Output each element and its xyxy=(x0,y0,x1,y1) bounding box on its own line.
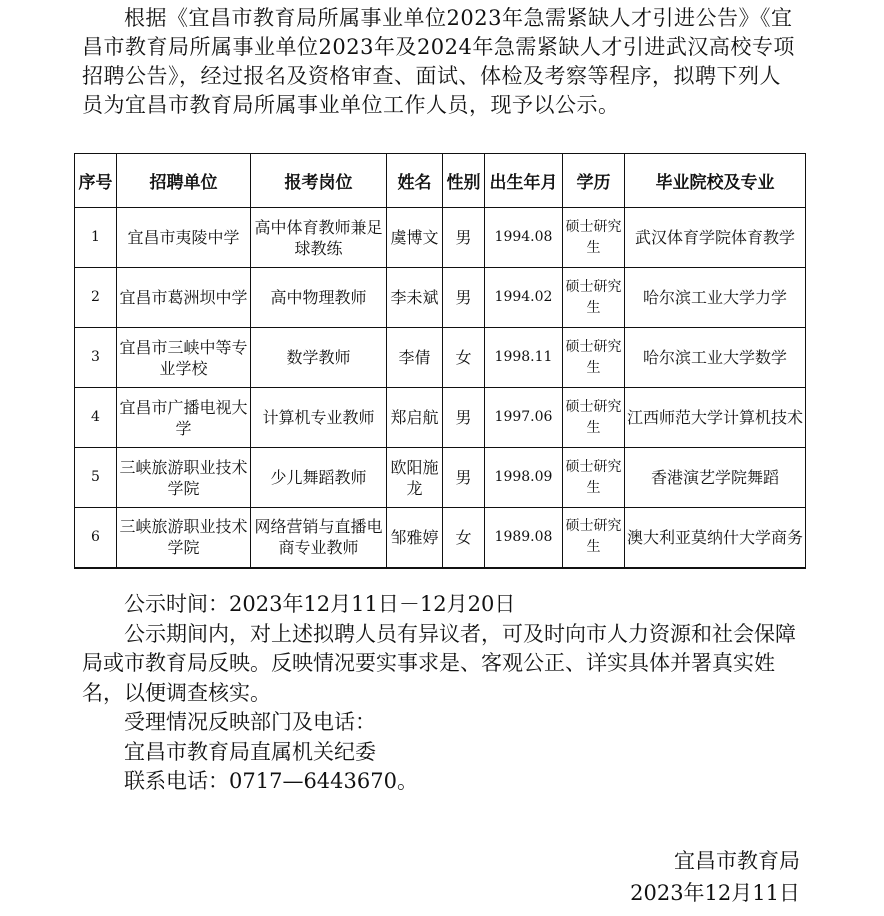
school-and-major: 哈尔滨工业大学数学 xyxy=(625,328,806,388)
school-and-major: 武汉体育学院体育教学 xyxy=(625,208,806,268)
header-cell: 性别 xyxy=(443,154,485,208)
table-row xyxy=(75,208,806,268)
school-and-major: 江西师范大学计算机技术 xyxy=(625,388,806,448)
school-and-major: 澳大利亚莫纳什大学商务 xyxy=(625,508,806,568)
issue-date: 2023年12月11日 xyxy=(630,881,800,905)
candidate-name: 李未斌 xyxy=(387,268,443,328)
header-cell: 出生年月 xyxy=(485,154,563,208)
education: 硕士研究生 xyxy=(563,388,625,448)
candidate-name: 李倩 xyxy=(387,328,443,388)
row-number: 2 xyxy=(75,268,117,328)
education: 硕士研究生 xyxy=(563,508,625,568)
applied-post: 数学教师 xyxy=(251,328,387,388)
candidate-name: 邹雅婷 xyxy=(387,508,443,568)
row-number: 5 xyxy=(75,448,117,508)
applied-post: 计算机专业教师 xyxy=(251,388,387,448)
header-cell: 毕业院校及专业 xyxy=(625,154,806,208)
gender: 男 xyxy=(443,268,485,328)
applied-post: 网络营销与直播电商专业教师 xyxy=(251,508,387,568)
header-cell: 序号 xyxy=(75,154,117,208)
gender: 男 xyxy=(443,208,485,268)
education: 硕士研究生 xyxy=(563,328,625,388)
row-number: 1 xyxy=(75,208,117,268)
birth-date: 1997.06 xyxy=(485,388,563,448)
intro-paragraph: 根据《宜昌市教育局所属事业单位2023年急需紧缺人才引进公告》《宜昌市教育局所属事业单位2023年及2024年急需紧缺人才引进武汉高校专项招聘公告》，经过报名及资格审查、面试、体检及考察等程序，拟聘下列人员为宜昌市教育局所属事业单位工作人员，现予以公示。 xyxy=(82,6,795,117)
objection-paragraph: 公示期间内，对上述拟聘人员有异议者，可及时向市人力资源和社会保障局或市教育局反映。反映情况要实事求是、客观公正、详实具体并署真实姓名，以便调查核实。 xyxy=(82,621,796,705)
hiring-unit: 宜昌市三峡中等专业学校 xyxy=(117,328,251,388)
notice-section xyxy=(82,590,802,797)
header-cell: 报考岗位 xyxy=(251,154,387,208)
issuing-organization: 宜昌市教育局 xyxy=(674,849,800,873)
publicity-period: 公示时间：2023年12月11日－12月20日 xyxy=(124,592,516,616)
header-cell: 招聘单位 xyxy=(117,154,251,208)
birth-date: 1998.09 xyxy=(485,448,563,508)
birth-date: 1989.08 xyxy=(485,508,563,568)
header-cell: 学历 xyxy=(563,154,625,208)
birth-date: 1998.11 xyxy=(485,328,563,388)
applied-post: 高中体育教师兼足球教练 xyxy=(251,208,387,268)
school-and-major: 哈尔滨工业大学力学 xyxy=(625,268,806,328)
applied-post: 高中物理教师 xyxy=(251,268,387,328)
applied-post: 少儿舞蹈教师 xyxy=(251,448,387,508)
table-row xyxy=(75,448,806,508)
table-header-row xyxy=(75,154,806,208)
hiring-unit: 宜昌市葛洲坝中学 xyxy=(117,268,251,328)
gender: 女 xyxy=(443,508,485,568)
header-cell: 姓名 xyxy=(387,154,443,208)
hiring-unit: 宜昌市广播电视大学 xyxy=(117,388,251,448)
hire-roster-table xyxy=(74,153,806,569)
school-and-major: 香港演艺学院舞蹈 xyxy=(625,448,806,508)
row-number: 3 xyxy=(75,328,117,388)
gender: 男 xyxy=(443,388,485,448)
education: 硕士研究生 xyxy=(563,268,625,328)
table-row xyxy=(75,388,806,448)
contact-phone: 联系电话：0717—6443670。 xyxy=(124,769,418,793)
birth-date: 1994.02 xyxy=(485,268,563,328)
candidate-name: 虞博文 xyxy=(387,208,443,268)
table-row xyxy=(75,328,806,388)
hiring-unit: 三峡旅游职业技术学院 xyxy=(117,508,251,568)
birth-date: 1994.08 xyxy=(485,208,563,268)
gender: 女 xyxy=(443,328,485,388)
candidate-name: 郑启航 xyxy=(387,388,443,448)
department-name: 宜昌市教育局直属机关纪委 xyxy=(124,739,376,764)
education: 硕士研究生 xyxy=(563,208,625,268)
table-row xyxy=(75,508,806,568)
table-row xyxy=(75,268,806,328)
candidate-name: 欧阳施龙 xyxy=(387,448,443,508)
row-number: 6 xyxy=(75,508,117,568)
department-label: 受理情况反映部门及电话： xyxy=(124,710,376,734)
row-number: 4 xyxy=(75,388,117,448)
hiring-unit: 宜昌市夷陵中学 xyxy=(117,208,251,268)
gender: 男 xyxy=(443,448,485,508)
hiring-unit: 三峡旅游职业技术学院 xyxy=(117,448,251,508)
education: 硕士研究生 xyxy=(563,448,625,508)
